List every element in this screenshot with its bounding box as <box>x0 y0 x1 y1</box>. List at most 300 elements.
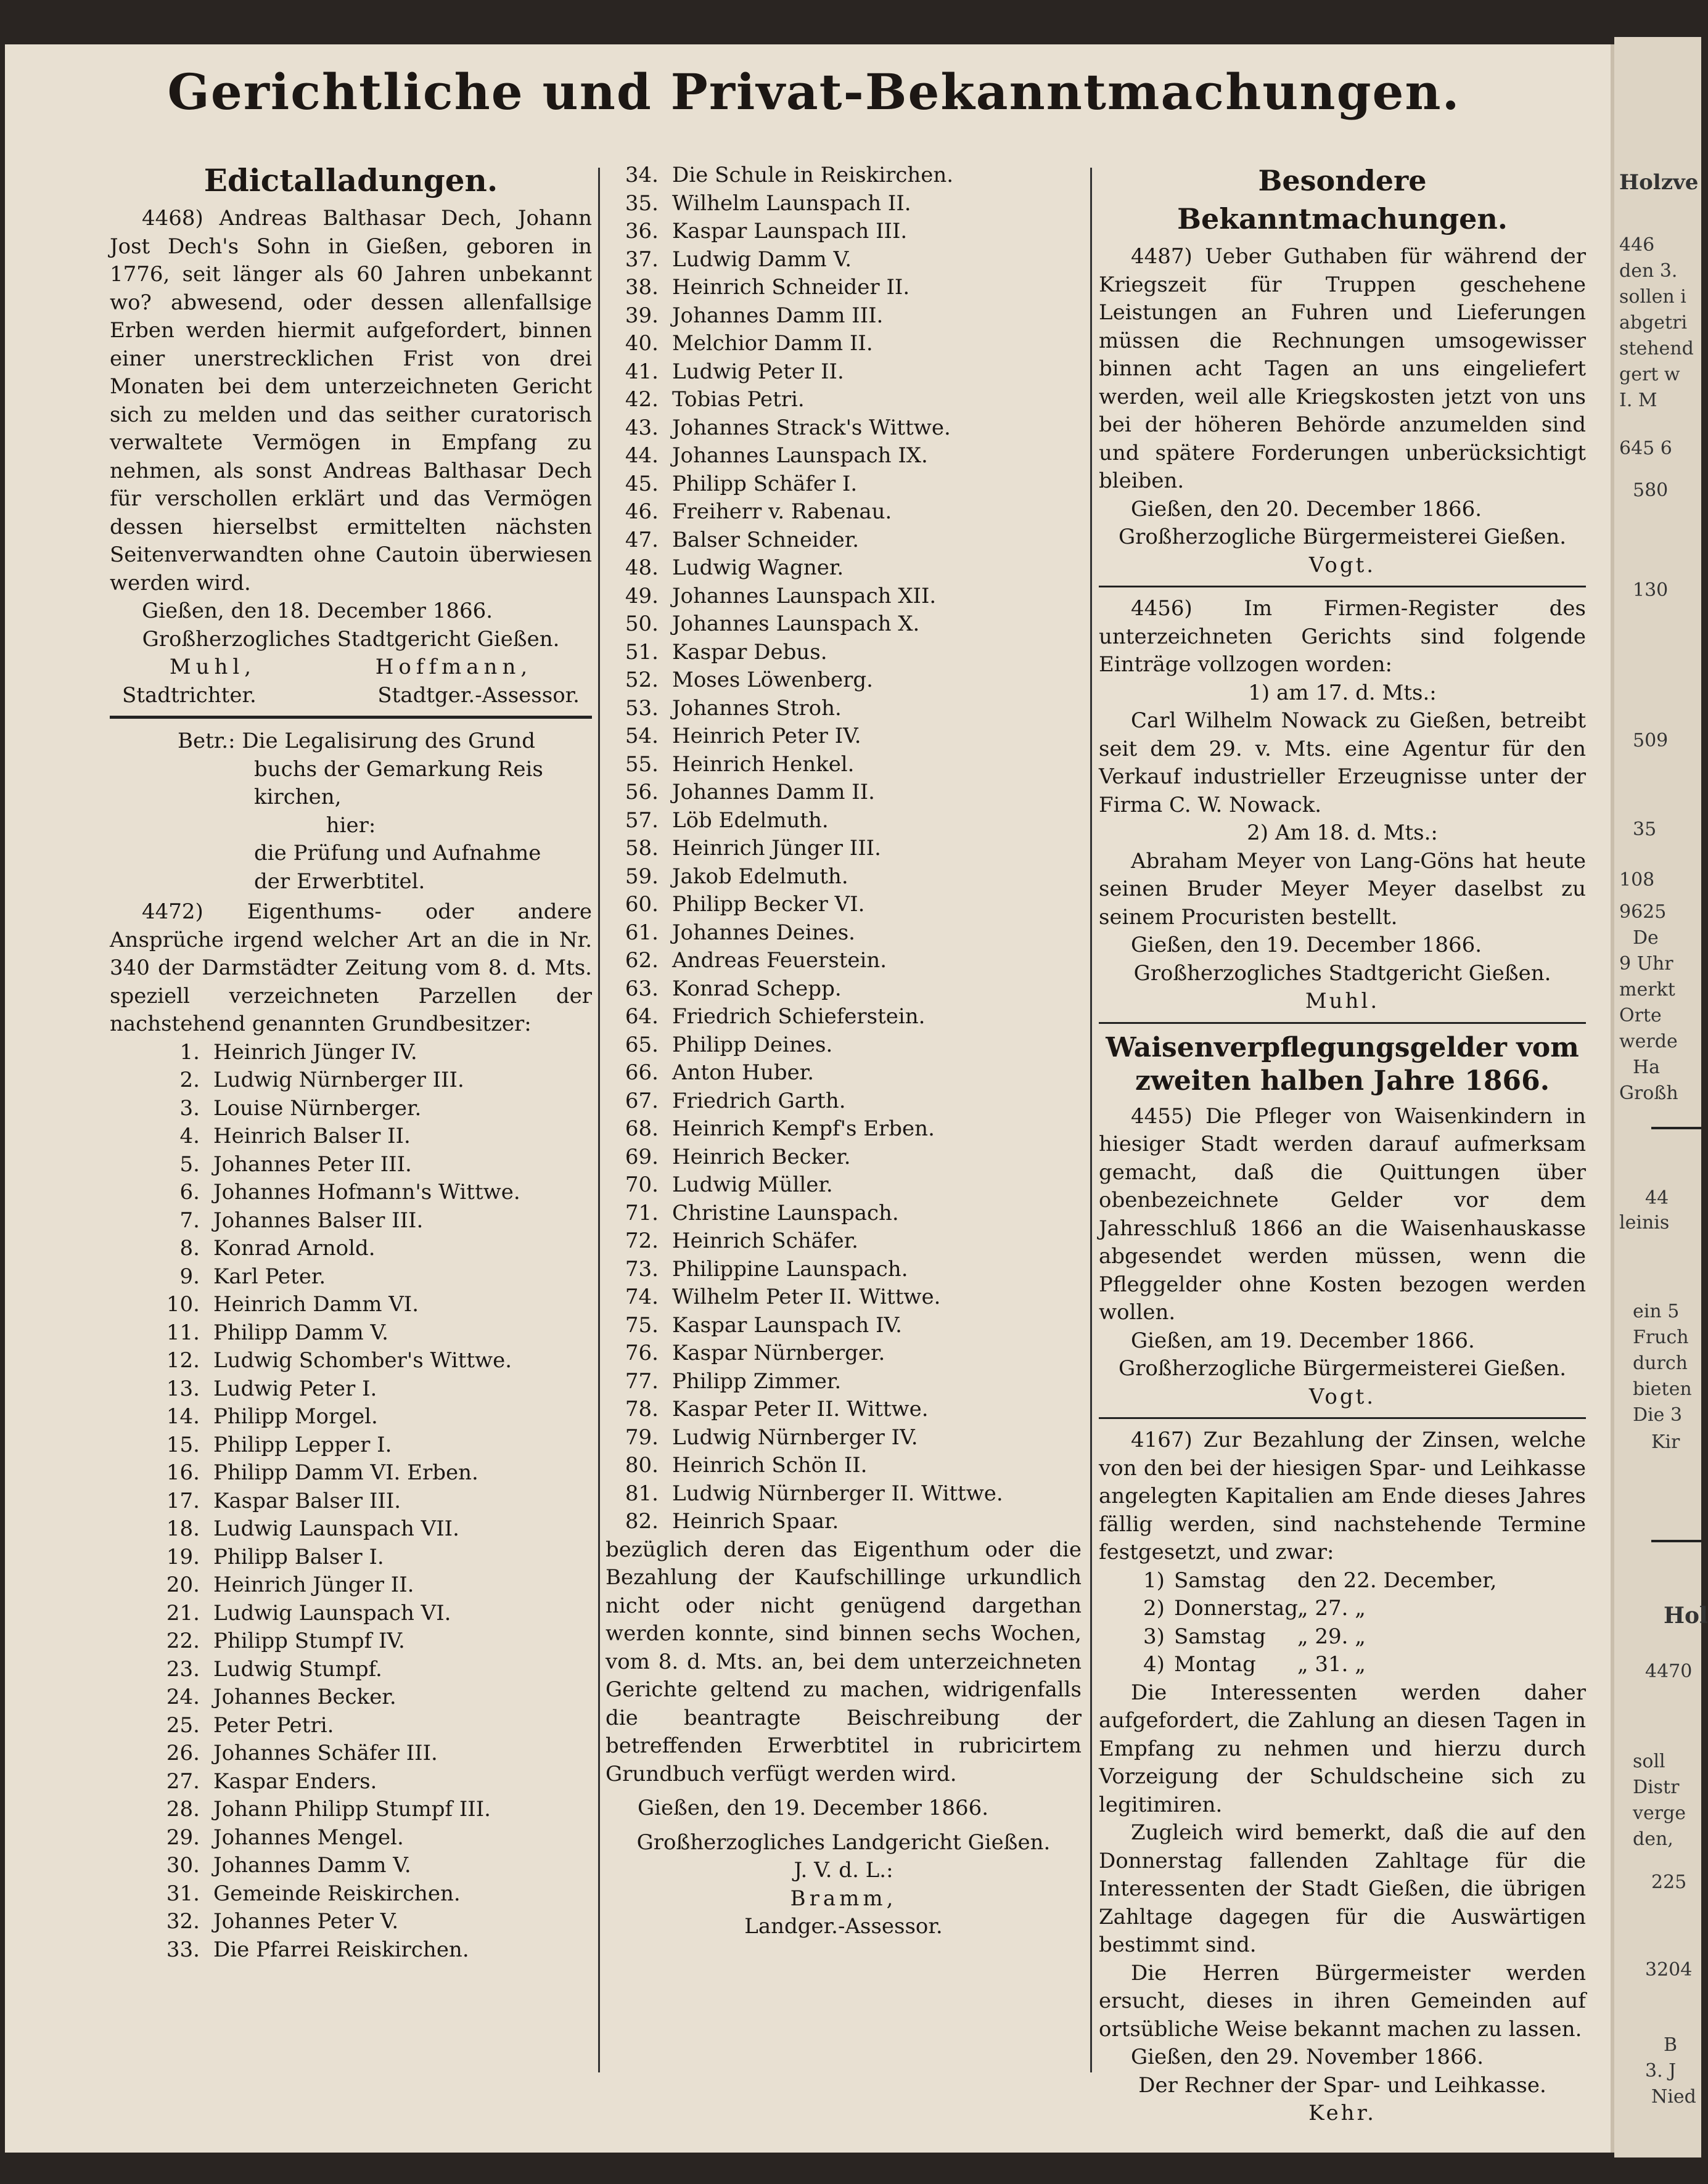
owner-number: 47. <box>625 527 659 552</box>
owner-number: 71. <box>625 1200 659 1225</box>
fragment-text: 645 6 <box>1619 438 1672 459</box>
owner-list-item <box>147 1431 592 1460</box>
owner-number: 30. <box>166 1853 200 1878</box>
owner-number: 33. <box>166 1937 200 1962</box>
owner-name: Heinrich Henkel. <box>672 751 855 777</box>
owner-name: Ludwig Launspach VI. <box>213 1600 451 1626</box>
owner-number: 45. <box>625 471 659 496</box>
owner-number: 52. <box>625 668 659 692</box>
owner-number: 35. <box>625 190 659 216</box>
fragment-text: 130 <box>1633 579 1669 601</box>
fragment-text: Großh <box>1619 1082 1678 1104</box>
signature-name: Vogt. <box>1308 1384 1376 1409</box>
owner-name: Johannes Hofmann's Wittwe. <box>213 1180 520 1204</box>
owner-list-item <box>147 1852 592 1880</box>
owner-name: Melchior Damm II. <box>672 331 873 356</box>
owner-name: Philipp Deines. <box>672 1032 833 1057</box>
owner-number: 21. <box>166 1600 200 1626</box>
notice-4167: 4167) Zur Bezahlung der Zinsen, welche von den bei der hiesigen Spar- und Leihkasse angelegten Kapitalien am Ende dieses Jahres fällig werden, sind nachstehende Termine festgesetzt, und zwar: <box>1099 1428 1586 1564</box>
payment-term-date: „ 31. „ <box>1297 1652 1366 1677</box>
owner-list-item <box>147 1039 592 1067</box>
owner-number: 73. <box>625 1256 659 1282</box>
owner-number: 25. <box>166 1712 200 1738</box>
owner-name: Löb Edelmuth. <box>672 808 829 833</box>
owner-name: Louise Nürnberger. <box>213 1095 422 1121</box>
fragment-text: Nied <box>1651 2086 1696 2108</box>
owner-list-item <box>147 1347 592 1375</box>
owner-name: Johannes Deines. <box>672 920 855 945</box>
issuing-office: Der Rechner der Spar- und Leihkasse. <box>1138 2072 1546 2098</box>
owner-number: 14. <box>166 1404 200 1429</box>
owner-number: 46. <box>625 499 659 524</box>
signature-role: Stadtger.-Assessor. <box>377 682 580 708</box>
owner-name: Jakob Edelmuth. <box>672 864 848 889</box>
owner-list-item <box>606 1368 1082 1396</box>
owner-name: Wilhelm Peter II. Wittwe. <box>672 1285 941 1309</box>
owner-name: Kaspar Launspach III. <box>672 219 908 243</box>
owner-name: Ludwig Peter II. <box>672 359 844 384</box>
owner-number: 57. <box>625 808 659 833</box>
owner-number: 60. <box>625 892 659 917</box>
owner-name: Ludwig Nürnberger III. <box>213 1068 464 1092</box>
fragment-text: 9625 <box>1619 901 1667 923</box>
owner-list-item <box>147 1936 592 1965</box>
owner-number: 23. <box>166 1656 200 1682</box>
owner-name: Ludwig Damm V. <box>672 247 852 272</box>
owner-name: Heinrich Jünger III. <box>672 836 881 861</box>
owner-list-item <box>606 554 1082 583</box>
owner-number: 55. <box>625 751 659 777</box>
owner-name: Heinrich Balser II. <box>213 1124 411 1148</box>
owner-name: Johannes Becker. <box>213 1685 396 1709</box>
owner-name: Kaspar Balser III. <box>213 1488 401 1513</box>
owner-name: Johannes Damm V. <box>213 1853 411 1878</box>
owner-name: Heinrich Schneider II. <box>672 275 910 300</box>
owner-name: Friedrich Garth. <box>672 1088 846 1113</box>
owner-name: Heinrich Peter IV. <box>672 724 861 748</box>
owner-list-item <box>147 1712 592 1740</box>
column-divider <box>1090 168 1092 2072</box>
owner-list-item <box>147 1796 592 1824</box>
owner-list-item <box>606 975 1082 1004</box>
section-heading-besondere: Besondere Bekanntmachungen. <box>1177 164 1508 235</box>
section-rule <box>1651 1540 1701 1542</box>
owner-number: 24. <box>166 1685 200 1709</box>
owner-list-item <box>606 1312 1082 1340</box>
signatures <box>110 653 592 682</box>
owner-name: Freiherr v. Rabenau. <box>672 499 892 524</box>
owner-list-item <box>606 442 1082 470</box>
section-rule <box>1099 1417 1586 1419</box>
owner-list-item <box>606 302 1082 330</box>
owner-name: Heinrich Jünger IV. <box>213 1039 417 1065</box>
owner-number: 4. <box>179 1124 200 1148</box>
owner-list-item <box>606 722 1082 751</box>
owner-number: 6. <box>179 1180 200 1204</box>
fragment-text: I. M <box>1619 390 1657 411</box>
owner-name: Peter Petri. <box>213 1712 334 1738</box>
owner-list-item <box>606 1171 1082 1200</box>
section-heading-edictalladungen: Edictalladungen. <box>203 162 498 198</box>
owner-name: Ludwig Nürnberger IV. <box>672 1425 918 1450</box>
owner-number: 15. <box>166 1432 200 1457</box>
owner-name: Die Schule in Reiskirchen. <box>672 163 954 187</box>
betr-line: der Erwerbtitel. <box>254 869 425 894</box>
payment-term-day: Samstag <box>1174 1568 1266 1593</box>
owner-number: 1. <box>179 1039 200 1065</box>
owner-number: 74. <box>625 1285 659 1309</box>
owner-list-item <box>606 863 1082 891</box>
owner-list-item <box>147 1403 592 1431</box>
notice-date: Gießen, den 19. December 1866. <box>638 1796 989 1820</box>
fragment-text: gert w <box>1619 364 1680 385</box>
owner-name: Heinrich Damm VI. <box>213 1292 419 1317</box>
signature-name: Bramm, <box>790 1886 897 1911</box>
register-entry: Abraham Meyer von Lang-Göns hat heute seinen Bruder Meyer Meyer daselbst zu seinem Procuristen bestellt. <box>1099 848 1586 930</box>
owner-number: 61. <box>625 920 659 945</box>
betr-line: kirchen, <box>254 785 342 809</box>
owner-number: 38. <box>625 275 659 300</box>
payment-term <box>1099 1651 1586 1679</box>
owner-name: Johannes Mengel. <box>213 1825 404 1850</box>
owner-name: Heinrich Spaar. <box>672 1509 839 1534</box>
signature-role: Landger.-Assessor. <box>744 1914 943 1939</box>
owner-number: 78. <box>625 1397 659 1421</box>
owner-name: Johannes Damm III. <box>672 303 884 328</box>
owner-list-item <box>606 751 1082 779</box>
payment-term-date: den 22. December, <box>1297 1568 1497 1593</box>
owner-name: Ludwig Launspach VII. <box>213 1516 459 1541</box>
payment-terms <box>1099 1567 1586 1679</box>
owner-name: Philipp Becker VI. <box>672 892 865 917</box>
fragment-text: merkt <box>1619 979 1675 1000</box>
owner-name: Konrad Arnold. <box>213 1236 376 1261</box>
owner-number: 19. <box>166 1544 200 1569</box>
notice-4472-closing: bezüglich deren das Eigenthum oder die Bezahlung der Kaufschillinge urkundlich nicht oder nicht genügend dargethan werden konnte, sind binnen sechs Wochen, vom 8. d. Mts. an, bei dem unterzeichneten Gerichte geltend zu machen, widrigenfalls die beantragte Beischreibung der betreffenden Erwerbtitel in rubricirtem Grundbuch verfügt werden wird. <box>606 1537 1082 1786</box>
owner-number: 81. <box>625 1481 659 1506</box>
owner-number: 12. <box>166 1348 200 1373</box>
column-middle <box>606 162 1082 1941</box>
fragment-text: abgetri <box>1619 312 1688 333</box>
fragment-text: 108 <box>1619 869 1655 891</box>
owner-name: Johannes Balser III. <box>213 1208 424 1233</box>
owner-number: 44. <box>625 443 659 468</box>
payment-term-n: 1) <box>1143 1568 1165 1593</box>
owner-number: 3. <box>179 1095 200 1121</box>
payment-term <box>1099 1567 1586 1595</box>
owner-name: Heinrich Schäfer. <box>672 1229 858 1253</box>
owner-number: 75. <box>625 1312 659 1338</box>
payment-term-day: Donnerstag <box>1174 1596 1299 1621</box>
fragment-text: soll <box>1633 1751 1665 1772</box>
issuing-court: Großherzogliches Landgericht Gießen. <box>636 1830 1051 1855</box>
owner-number: 16. <box>166 1460 200 1485</box>
owner-list-item <box>606 330 1082 358</box>
owner-number: 77. <box>625 1368 659 1394</box>
section-rule <box>110 716 592 719</box>
owner-name: Johannes Peter III. <box>213 1151 412 1177</box>
fragment-text: Ha <box>1633 1057 1661 1078</box>
owner-list-item <box>606 190 1082 218</box>
register-entry-heading: 2) Am 18. d. Mts.: <box>1247 820 1438 845</box>
owner-number: 17. <box>166 1488 200 1513</box>
owner-list-item <box>147 1740 592 1768</box>
owner-number: 67. <box>625 1088 659 1113</box>
issuing-court: Großherzogliches Stadtgericht Gießen. <box>1133 960 1551 986</box>
owner-list-item <box>606 639 1082 667</box>
owner-list-item <box>606 1003 1082 1031</box>
owner-list-item <box>147 1095 592 1123</box>
owner-number: 76. <box>625 1341 659 1365</box>
fragment-text: 44 <box>1645 1187 1669 1209</box>
owner-number: 54. <box>625 724 659 748</box>
fragment-text: 225 <box>1651 1871 1687 1893</box>
notice-date: Gießen, den 20. December 1866. <box>1131 496 1482 521</box>
fragment-text: 9 Uhr <box>1619 953 1673 975</box>
owner-list-item <box>147 1151 592 1179</box>
owner-name: Johann Philipp Stumpf III. <box>213 1797 491 1822</box>
fragment-text: ein 5 <box>1633 1301 1680 1322</box>
owner-name: Ludwig Stumpf. <box>213 1656 382 1682</box>
owner-name: Kaspar Enders. <box>213 1769 377 1794</box>
owner-list-item <box>147 1066 592 1095</box>
payment-term-date: „ 29. „ <box>1297 1624 1366 1649</box>
owner-name: Moses Löwenberg. <box>672 668 873 692</box>
owner-name: Gemeinde Reiskirchen. <box>213 1881 461 1906</box>
payment-term <box>1099 1623 1586 1651</box>
signature-name: Vogt. <box>1308 552 1376 578</box>
notice-date: Gießen, am 19. December 1866. <box>1131 1328 1475 1353</box>
owner-name: Wilhelm Launspach II. <box>672 190 911 216</box>
owner-list-item <box>606 274 1082 302</box>
owner-list-item <box>606 414 1082 443</box>
owner-number: 41. <box>625 359 659 384</box>
owner-list-item <box>147 1600 592 1628</box>
payment-term-date: „ 27. „ <box>1297 1596 1366 1621</box>
owner-list-item <box>606 498 1082 526</box>
fragment-text: Holzve <box>1619 170 1699 195</box>
owner-name: Johannes Launspach XII. <box>672 583 937 608</box>
owner-name: Johannes Strack's Wittwe. <box>672 415 951 440</box>
owner-number: 18. <box>166 1516 200 1541</box>
fragment-text: 35 <box>1633 819 1657 840</box>
owner-number: 22. <box>166 1629 200 1653</box>
owner-number: 59. <box>625 864 659 889</box>
owner-number: 48. <box>625 555 659 580</box>
owner-number: 27. <box>166 1769 200 1794</box>
owner-list-left <box>147 1039 592 1965</box>
betr-block <box>110 727 592 896</box>
owner-number: 34. <box>625 163 659 187</box>
fragment-text: 509 <box>1633 730 1669 751</box>
register-entry: Carl Wilhelm Nowack zu Gießen, betreibt seit dem 29. v. Mts. eine Agentur für den Verkauf industrieller Erzeugnisse unter der Firma C. W. Nowack. <box>1099 708 1586 817</box>
owner-name: Ludwig Peter I. <box>213 1376 377 1401</box>
signature-role: Stadtrichter. <box>122 682 257 708</box>
owner-list-item <box>606 779 1082 807</box>
signature-name: Kehr. <box>1308 2101 1376 2125</box>
owner-name: Heinrich Kempf's Erben. <box>672 1116 935 1141</box>
owner-list-item <box>606 1256 1082 1284</box>
owner-list-item <box>606 162 1082 190</box>
owner-number: 26. <box>166 1741 200 1765</box>
owner-name: Philipp Damm V. <box>213 1320 388 1345</box>
fragment-text: Orte <box>1619 1005 1662 1026</box>
owner-list-item <box>606 1508 1082 1536</box>
owner-list-item <box>606 1059 1082 1087</box>
fragment-text: stehend <box>1619 338 1694 359</box>
owner-list-item <box>147 1768 592 1796</box>
owner-list-item <box>606 1227 1082 1256</box>
owner-list-item <box>606 386 1082 414</box>
owner-number: 50. <box>625 611 659 636</box>
owner-name: Tobias Petri. <box>672 387 805 412</box>
fragment-text: den, <box>1633 1828 1673 1850</box>
owner-list-item <box>147 1544 592 1572</box>
notice-date: Gießen, den 19. December 1866. <box>1131 933 1482 957</box>
fragment-text: leinis <box>1619 1212 1670 1233</box>
payment-term-day: Montag <box>1174 1652 1256 1677</box>
fragment-text: 580 <box>1633 480 1669 501</box>
owner-list-item <box>606 246 1082 274</box>
owner-name: Ludwig Schomber's Wittwe. <box>213 1348 512 1373</box>
owner-number: 43. <box>625 415 659 440</box>
fragment-text: Kir <box>1651 1431 1680 1453</box>
owner-number: 42. <box>625 387 659 412</box>
owner-number: 28. <box>166 1797 200 1822</box>
notice-4468: 4468) Andreas Balthasar Dech, Johann Jost Dech's Sohn in Gießen, geboren in 1776, seit länger als 60 Jahren unbekannt wo? abwesend, oder dessen allenfallsige Erben werden hiermit aufgefordert, binnen einer unerstrecklichen Frist von drei Monaten bei dem unterzeichneten Gericht sich zu melden und das seither curatorisch verwaltete Vermögen in Empfang zu nehmen, als sonst Andreas Balthasar Dech für verschollen erklärt und das Vermögen dessen hierselbst ermittelten nächsten Seitenverwandten ohne Cautoin überwiesen werden wird. <box>110 206 592 595</box>
owner-name: Konrad Schepp. <box>672 976 842 1001</box>
notice-4455: 4455) Die Pfleger von Waisenkindern in hiesiger Stadt werden darauf aufmerksam gemacht, daß die Quittungen über obenbezeichnete Gelder vor dem Jahresschluß 1866 an die Waisenhauskasse abgesendet werden müssen, wenn die Pfleggelder ohne Kosten bezogen werden wollen. <box>1099 1103 1586 1325</box>
owner-list-item <box>606 583 1082 611</box>
notice-4167-paragraph: Die Interessenten werden daher aufgefordert, die Zahlung an diesen Tagen in Empfang zu nehmen und hierzu durch Vorzeigung der Schuldscheine sich zu legitimiren. <box>1099 1680 1586 1817</box>
owner-list-item <box>147 1487 592 1516</box>
fragment-text: Distr <box>1633 1777 1680 1798</box>
owner-number: 37. <box>625 247 659 272</box>
issuing-office: Großherzogliche Bürgermeisterei Gießen. <box>1118 525 1567 549</box>
owner-list-item <box>606 919 1082 947</box>
betr-line: die Prüfung und Aufnahme <box>254 841 541 865</box>
notice-date: Gießen, den 29. November 1866. <box>1131 2045 1484 2069</box>
owner-list-item <box>147 1123 592 1151</box>
owner-number: 49. <box>625 583 659 608</box>
owner-list-item <box>606 610 1082 639</box>
signature-roles <box>110 682 592 710</box>
owner-name: Johannes Stroh. <box>672 695 842 721</box>
column-divider <box>598 168 600 2072</box>
owner-name: Johannes Launspach IX. <box>672 443 928 468</box>
owner-list-item <box>147 1235 592 1263</box>
owner-name: Kaspar Nürnberger. <box>672 1341 885 1365</box>
owner-list-item <box>606 835 1082 863</box>
section-heading-waisen: Waisenverpflegungsgelder vom zweiten halben Jahre 1866. <box>1106 1031 1579 1097</box>
owner-number: 79. <box>625 1425 659 1450</box>
owner-list-item <box>606 470 1082 499</box>
owner-list-item <box>147 1207 592 1235</box>
owner-name: Philipp Schäfer I. <box>672 471 858 496</box>
owner-name: Johannes Schäfer III. <box>213 1741 438 1765</box>
fragment-text: den 3. <box>1619 260 1678 282</box>
owner-number: 32. <box>166 1909 200 1934</box>
fragment-text: 3204 <box>1645 1959 1693 1981</box>
section-rule <box>1651 1127 1701 1129</box>
owner-list-item <box>606 1115 1082 1143</box>
owner-list-item <box>147 1263 592 1291</box>
owner-name: Philipp Lepper I. <box>213 1432 392 1457</box>
owner-number: 9. <box>179 1264 200 1289</box>
fragment-text: 3. J <box>1645 2060 1677 2082</box>
owner-list-item <box>606 947 1082 975</box>
owner-list-item <box>606 1424 1082 1452</box>
owner-name: Johannes Launspach X. <box>672 611 920 636</box>
page-title: Gerichtliche und Privat-Bekanntmachungen. <box>167 63 1461 121</box>
owner-name: Kaspar Debus. <box>672 639 827 665</box>
owner-name: Heinrich Becker. <box>672 1144 851 1169</box>
fragment-text: werde <box>1619 1031 1678 1052</box>
owner-name: Ludwig Wagner. <box>672 555 844 580</box>
owner-number: 63. <box>625 976 659 1001</box>
owner-name: Philipp Morgel. <box>213 1404 378 1429</box>
owner-name: Johannes Peter V. <box>213 1909 399 1934</box>
owner-list-item <box>147 1824 592 1852</box>
owner-name: Die Pfarrei Reiskirchen. <box>213 1937 469 1962</box>
column-left <box>110 162 592 1964</box>
owner-list-item <box>147 1656 592 1684</box>
owner-list-item <box>606 1339 1082 1368</box>
owner-list-item <box>147 1683 592 1712</box>
column-right <box>1099 162 1586 2128</box>
owner-number: 5. <box>179 1151 200 1177</box>
owner-name: Johannes Damm II. <box>672 780 875 804</box>
owner-list-item <box>147 1571 592 1600</box>
owner-list-item <box>606 1452 1082 1480</box>
notice-4487: 4487) Ueber Guthaben für während der Kriegszeit für Truppen geschehene Leistungen an Fuhren und Lieferungen müssen die Rechnungen umsogewisser binnen acht Tagen an uns eingeliefert werden, weil alle Kriegskosten jetzt von uns bei der höheren Behörde anzumelden sind und spätere Forderungen unberücksichtigt bleiben. <box>1099 244 1586 493</box>
owner-number: 13. <box>166 1376 200 1401</box>
betr-line: Betr.: Die Legalisirung des Grund <box>178 729 535 753</box>
fragment-text: Hol <box>1664 1603 1708 1629</box>
owner-name: Friedrich Schieferstein. <box>672 1004 926 1029</box>
owner-list-item <box>147 1627 592 1656</box>
owner-list-item <box>606 1143 1082 1172</box>
owner-list-item <box>147 1179 592 1207</box>
owner-number: 68. <box>625 1116 659 1141</box>
owner-list-item <box>147 1515 592 1544</box>
owner-list-item <box>147 1291 592 1319</box>
owner-number: 56. <box>625 780 659 804</box>
owner-name: Philipp Stumpf IV. <box>213 1629 405 1653</box>
owner-name: Andreas Feuerstein. <box>672 948 887 973</box>
payment-term-day: Samstag <box>1174 1624 1266 1649</box>
issuing-office: Großherzogliche Bürgermeisterei Gießen. <box>1118 1356 1567 1381</box>
signature-line: J. V. d. L.: <box>794 1858 893 1883</box>
owner-number: 7. <box>179 1208 200 1233</box>
owner-name: Philipp Balser I. <box>213 1544 384 1569</box>
owner-number: 62. <box>625 948 659 973</box>
fragment-text: Fruch <box>1633 1327 1689 1348</box>
owner-list-item <box>147 1880 592 1908</box>
issuing-court: Großherzogliches Stadtgericht Gießen. <box>142 626 560 652</box>
owner-number: 58. <box>625 836 659 861</box>
owner-list-item <box>147 1319 592 1348</box>
fragment-text: sollen i <box>1619 286 1686 308</box>
signature-name: Muhl, <box>169 655 257 679</box>
owner-name: Heinrich Schön II. <box>672 1453 868 1478</box>
owner-number: 29. <box>166 1825 200 1850</box>
owner-name: Anton Huber. <box>672 1060 815 1085</box>
owner-list-item <box>606 218 1082 246</box>
owner-number: 40. <box>625 331 659 356</box>
owner-name: Karl Peter. <box>213 1264 326 1289</box>
owner-name: Ludwig Müller. <box>672 1172 833 1197</box>
